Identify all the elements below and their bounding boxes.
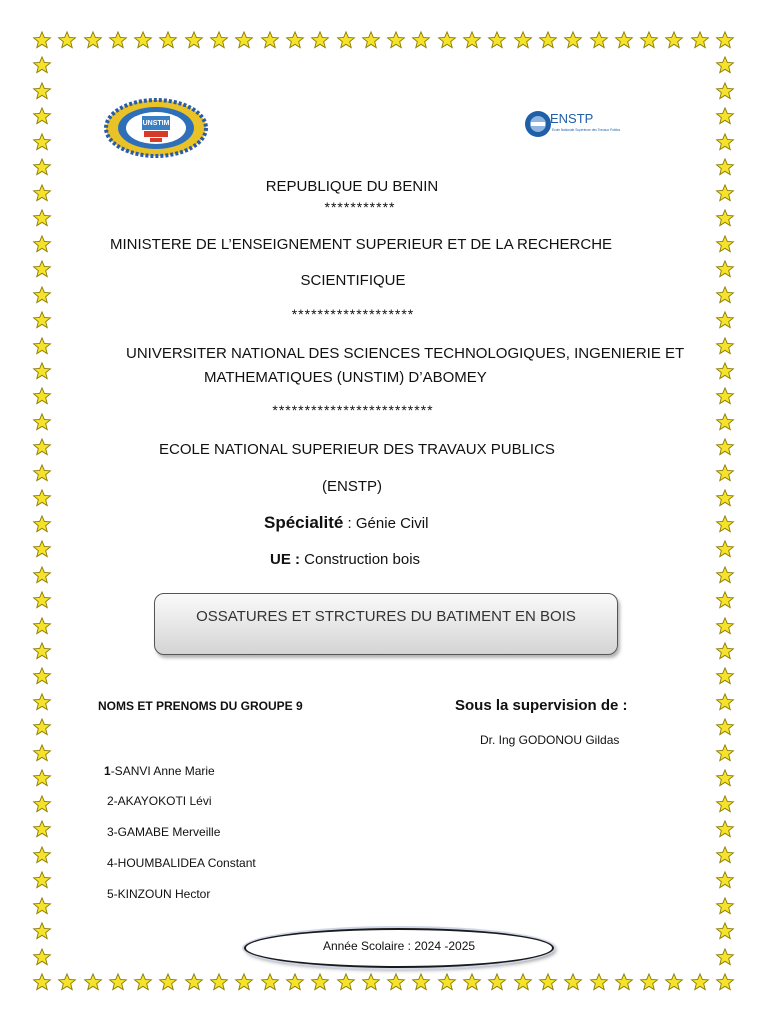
specialty-separator: : <box>343 515 356 532</box>
university-line-2: MATHEMATIQUES (UNSTIM) D’ABOMEY <box>204 369 487 386</box>
star-icon <box>33 667 51 685</box>
star-icon <box>412 973 430 991</box>
star-icon <box>665 973 683 991</box>
member-3: 3-GAMABE Merveille <box>107 825 221 839</box>
star-icon <box>716 820 734 838</box>
star-icon <box>590 31 608 49</box>
star-icon <box>387 973 405 991</box>
star-icon <box>716 489 734 507</box>
ue-value: Construction bois <box>300 551 421 568</box>
member-4: 4-HOUMBALIDEA Constant <box>107 856 256 870</box>
star-icon <box>615 31 633 49</box>
school-year-box <box>244 928 554 968</box>
enstp-logo <box>522 108 621 140</box>
star-icon <box>185 973 203 991</box>
member-5: 5-KINZOUN Hector <box>107 887 211 901</box>
star-icon <box>109 31 127 49</box>
star-icon <box>716 744 734 762</box>
member-1-number: 1 <box>104 764 111 778</box>
star-icon <box>159 973 177 991</box>
star-icon <box>716 897 734 915</box>
star-icon <box>311 973 329 991</box>
star-icon <box>210 31 228 49</box>
star-icon <box>438 973 456 991</box>
star-icon <box>716 973 734 991</box>
star-icon <box>33 413 51 431</box>
member-1 <box>104 764 215 778</box>
star-icon <box>261 31 279 49</box>
star-icon <box>33 871 51 889</box>
star-icon <box>362 31 380 49</box>
unstim-logo <box>104 98 208 158</box>
star-icon <box>33 515 51 533</box>
star-icon <box>210 973 228 991</box>
star-icon <box>185 31 203 49</box>
star-icon <box>716 311 734 329</box>
star-icon <box>716 566 734 584</box>
star-icon <box>33 362 51 380</box>
star-icon <box>362 973 380 991</box>
star-icon <box>463 973 481 991</box>
star-icon <box>33 464 51 482</box>
title-box <box>154 593 618 655</box>
star-icon <box>58 31 76 49</box>
star-icon <box>33 260 51 278</box>
star-icon <box>337 973 355 991</box>
ministry-line-1: MINISTERE DE L’ENSEIGNEMENT SUPERIEUR ET DE LA RECHERCHE <box>110 236 613 253</box>
star-icon <box>716 795 734 813</box>
star-icon <box>33 897 51 915</box>
unstim-logo-text: UNSTIM <box>142 120 170 127</box>
star-icon <box>235 31 253 49</box>
star-icon <box>716 846 734 864</box>
star-icon <box>716 642 734 660</box>
university-line-1: UNIVERSITER NATIONAL DES SCIENCES TECHNOLOGIQUES, INGENIERIE ET <box>126 345 685 362</box>
ue-label: UE : <box>270 551 300 568</box>
star-icon <box>33 846 51 864</box>
star-icon <box>488 973 506 991</box>
star-icon <box>716 871 734 889</box>
star-icon <box>33 82 51 100</box>
specialty-line <box>264 513 428 533</box>
star-icon <box>716 31 734 49</box>
star-icon <box>33 718 51 736</box>
star-icon <box>33 948 51 966</box>
star-icon <box>716 235 734 253</box>
school-year: Année Scolaire : 2024 -2025 <box>322 939 476 953</box>
star-icon <box>438 31 456 49</box>
group-heading: NOMS ET PRENOMS DU GROUPE 9 <box>98 699 303 713</box>
star-icon <box>33 922 51 940</box>
star-icon <box>33 337 51 355</box>
star-icon <box>716 617 734 635</box>
star-icon <box>716 413 734 431</box>
star-icon <box>33 133 51 151</box>
star-icon <box>261 973 279 991</box>
document-title: OSSATURES ET STRCTURES DU BATIMENT EN BOIS <box>196 608 576 625</box>
ue-line <box>270 551 420 569</box>
star-icon <box>33 107 51 125</box>
supervisor-name: Dr. Ing GODONOU Gildas <box>480 733 620 747</box>
star-icon <box>33 617 51 635</box>
star-icon <box>33 744 51 762</box>
ministry-line-2: SCIENTIFIQUE <box>300 272 406 289</box>
star-icon <box>33 489 51 507</box>
star-icon <box>691 31 709 49</box>
star-icon <box>33 311 51 329</box>
star-icon <box>716 922 734 940</box>
star-icon <box>716 591 734 609</box>
star-icon <box>33 184 51 202</box>
star-icon <box>33 769 51 787</box>
specialty-value: Génie Civil <box>355 515 429 532</box>
star-icon <box>716 107 734 125</box>
star-icon <box>716 184 734 202</box>
star-icon <box>286 973 304 991</box>
star-icon <box>134 973 152 991</box>
star-icon <box>33 31 51 49</box>
separator-2: ******************* <box>291 306 415 322</box>
star-icon <box>716 209 734 227</box>
star-icon <box>235 973 253 991</box>
star-icon <box>640 31 658 49</box>
star-icon <box>84 973 102 991</box>
star-icon <box>488 31 506 49</box>
star-icon <box>337 31 355 49</box>
star-icon <box>514 973 532 991</box>
star-icon <box>716 693 734 711</box>
star-icon <box>716 82 734 100</box>
separator-3: ************************* <box>272 402 434 418</box>
star-icon <box>716 337 734 355</box>
star-icon <box>716 667 734 685</box>
star-icon <box>716 515 734 533</box>
star-icon <box>33 235 51 253</box>
star-icon <box>691 973 709 991</box>
star-icon <box>311 31 329 49</box>
star-icon <box>159 31 177 49</box>
star-icon <box>716 387 734 405</box>
enstp-logo-subtext: Ecole Nationale Supérieure des Travaux Publics <box>552 128 621 132</box>
star-icon <box>463 31 481 49</box>
star-icon <box>33 438 51 456</box>
star-icon <box>33 286 51 304</box>
member-2: 2-AKAYOKOTI Lévi <box>107 794 212 808</box>
star-icon <box>33 642 51 660</box>
star-icon <box>716 260 734 278</box>
star-icon <box>33 820 51 838</box>
star-icon <box>109 973 127 991</box>
star-icon <box>33 387 51 405</box>
star-icon <box>33 56 51 74</box>
star-icon <box>286 31 304 49</box>
star-icon <box>58 973 76 991</box>
star-icon <box>716 948 734 966</box>
star-icon <box>33 209 51 227</box>
star-icon <box>615 973 633 991</box>
star-icon <box>412 31 430 49</box>
supervision-heading: Sous la supervision de : <box>455 697 628 714</box>
star-icon <box>33 693 51 711</box>
enstp-logo-text: ENSTP <box>550 111 594 126</box>
republic-heading: REPUBLIQUE DU BENIN <box>265 178 439 195</box>
star-icon <box>84 31 102 49</box>
separator-1: *********** <box>324 199 396 215</box>
star-icon <box>716 286 734 304</box>
star-icon <box>33 540 51 558</box>
star-icon <box>665 31 683 49</box>
star-icon <box>564 973 582 991</box>
star-icon <box>33 158 51 176</box>
star-icon <box>33 973 51 991</box>
star-icon <box>134 31 152 49</box>
star-icon <box>716 718 734 736</box>
star-icon <box>716 56 734 74</box>
star-icon <box>640 973 658 991</box>
star-icon <box>33 591 51 609</box>
star-icon <box>716 158 734 176</box>
member-1-name: -SANVI Anne Marie <box>110 764 215 778</box>
star-icon <box>33 566 51 584</box>
star-icon <box>716 540 734 558</box>
star-icon <box>716 769 734 787</box>
star-icon <box>590 973 608 991</box>
star-icon <box>539 31 557 49</box>
star-icon <box>716 362 734 380</box>
star-icon <box>514 31 532 49</box>
star-icon <box>539 973 557 991</box>
star-icon <box>716 438 734 456</box>
star-icon <box>33 795 51 813</box>
specialty-label: Spécialité <box>264 513 344 532</box>
star-icon <box>716 133 734 151</box>
school-name: ECOLE NATIONAL SUPERIEUR DES TRAVAUX PUBLICS <box>159 441 555 458</box>
school-abbreviation: (ENSTP) <box>322 478 382 495</box>
star-icon <box>716 464 734 482</box>
star-icon <box>564 31 582 49</box>
star-icon <box>387 31 405 49</box>
